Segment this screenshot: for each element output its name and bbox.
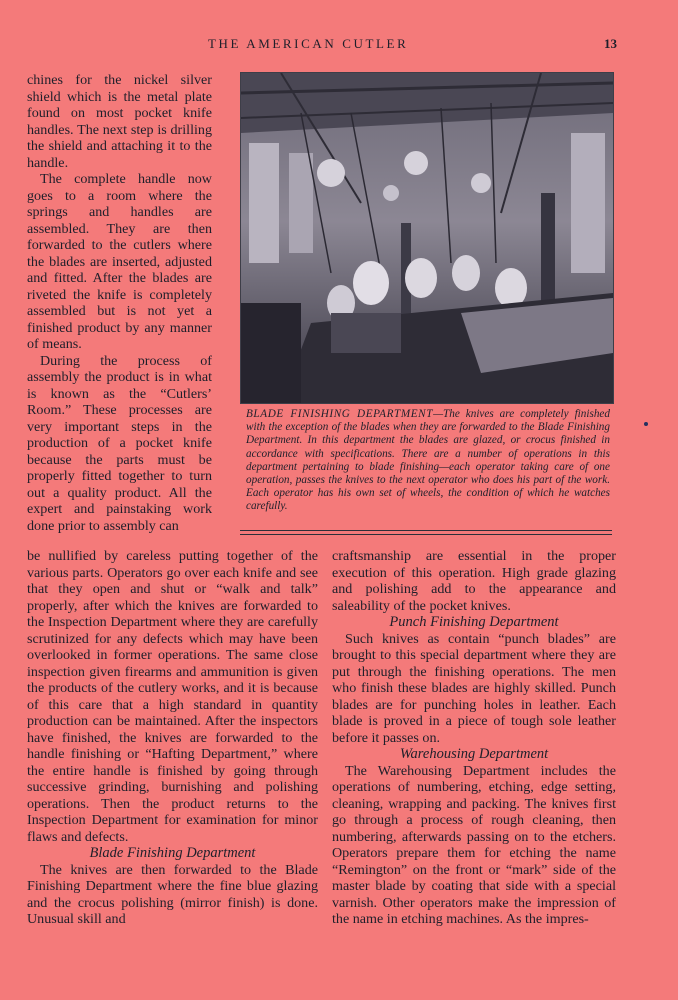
caption-rule-bottom: [240, 534, 612, 535]
paragraph: Such knives as contain “punch blades” are brought to this special department where they are put through the finishing operations. The men who finish these blades are highly skilled. Punch blades are for punching holes in leather. Each blade is proved in a piece of tough sole leather before it passes on.: [332, 630, 616, 746]
paragraph: be nullified by careless putting together of the various parts. Operators go over each knife and see that they open and shut or “walk and talk” properly, after which the knives are forwarded to the Inspection Department where they are carefully scrutinized for any defects which may have been overlooked in former operations. The same close inspection given firearms and ammunition is given the products of the cutlery works, and it is because of this care that a high standard in quantity production can be maintained. After the inspectors have finished, the knives are forwarded to the handle finishing or “Hafting Department,” where the entire handle is finished by going through successive grinding, burnishing and polishing operations. Then the product returns to the Inspection Department for examination for minor flaws and defects.: [27, 548, 318, 845]
paragraph: The Warehousing Department includes the operations of numbering, etching, edge setting, cleaning, wrapping and packing. The knives first go through a process of rough cleaning, then numbering, afterwards passing on to the etchers. Operators prepare them for etching the name “Remington” on the front or “mark” side of the master blade by coating that side with a special varnish. Other operators make the impression of the name in etching machines. As the impres-: [332, 762, 616, 927]
section-heading-blade-finishing: Blade Finishing Department: [89, 845, 256, 861]
paragraph: During the process of assembly the product is in what is known as the “Cutlers’ Room.” These processes are very important steps in the production of a pocket knife because the parts must be properly fitted together to turn out a quality product. All the expert and painstaking work done prior to assembly can: [27, 352, 212, 534]
paragraph: The knives are then forwarded to the Blade Finishing Department where the fine blue glazing and the crocus polishing (mirror finish) is done. Unusual skill and: [27, 861, 318, 927]
right-column: [332, 548, 616, 928]
page-header: [0, 36, 678, 56]
left-column: [27, 548, 318, 928]
paragraph: The complete handle now goes to a room where the springs and handles are assembled. They are then forwarded to the cutlers where the blades are inserted, adjusted and fitted. After the blades are riveted the knife is completely assembled but is not yet a finished product by any manner of means.: [27, 171, 212, 352]
photo-caption: [246, 408, 610, 514]
running-head: THE AMERICAN CUTLER: [208, 36, 409, 51]
caption-rule-top: [240, 530, 612, 531]
caption-text: —The knives are completely finished with the exception of the blades when they are forwarded to the Blade Finishing Department. In this department the blades are glazed, or crocus finished in accordance with specifications. There are a number of operations in this department pertaining to blade finishing—each operator taking care of one operation, passes the knives to the next operator who does his part of the work. Each operator has his own set of wheels, the condition of which he watches carefully.: [246, 408, 610, 513]
paragraph: craftsmanship are essential in the proper execution of this operation. High grade glazing and polishing add to the appearance and saleability of the pocket knives.: [332, 548, 616, 614]
page-number: 13: [604, 36, 617, 51]
section-heading-punch-finishing: Punch Finishing Department: [389, 614, 559, 630]
caption-title: BLADE FINISHING DEPARTMENT: [246, 408, 434, 420]
factory-interior-photo: [240, 72, 614, 404]
narrow-column: [27, 72, 212, 534]
paragraph: chines for the nickel silver shield which is the metal plate found on most pocket knife handles. The next step is drilling the shield and attaching it to the handle.: [27, 72, 212, 171]
section-heading-warehousing: Warehousing Department: [399, 746, 549, 762]
print-speck: [644, 422, 648, 426]
factory-interior-photo-icon: [241, 73, 613, 403]
